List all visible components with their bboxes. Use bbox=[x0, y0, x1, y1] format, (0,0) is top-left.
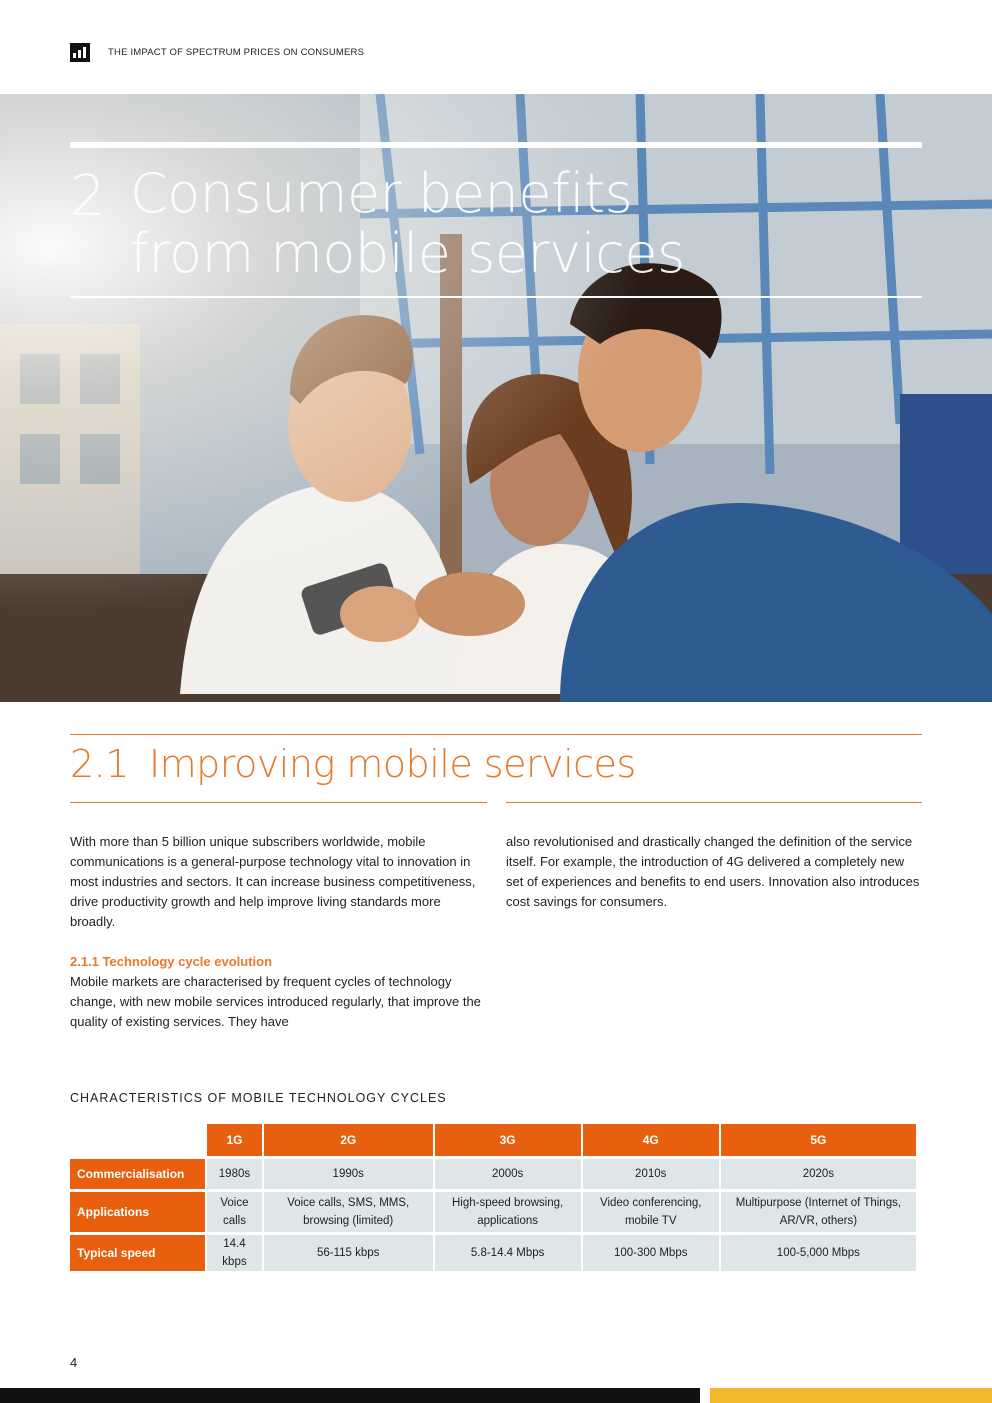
subsection-heading: 2.1.1 Technology cycle evolution bbox=[70, 954, 273, 969]
section-heading bbox=[70, 742, 636, 786]
column-header: 4G bbox=[583, 1124, 719, 1156]
table-cell: 2000s bbox=[435, 1159, 581, 1189]
footer-bar-black bbox=[0, 1388, 700, 1403]
table-cell: 5.8-14.4 Mbps bbox=[435, 1235, 581, 1271]
footer-bar-yellow bbox=[710, 1388, 992, 1403]
column-header: 5G bbox=[721, 1124, 916, 1156]
table-cell: 2020s bbox=[721, 1159, 916, 1189]
column-header: 3G bbox=[435, 1124, 581, 1156]
table-caption: CHARACTERISTICS OF MOBILE TECHNOLOGY CYCLES bbox=[70, 1091, 447, 1105]
page-number: 4 bbox=[70, 1355, 78, 1370]
running-title: THE IMPACT OF SPECTRUM PRICES ON CONSUMERS bbox=[108, 46, 365, 58]
hero-top-rule bbox=[70, 142, 922, 148]
technology-cycles-table bbox=[68, 1121, 918, 1274]
chapter-number: 2 bbox=[70, 164, 106, 229]
paragraph: With more than 5 billion unique subscribers worldwide, mobile communications is a general-purpose technology vital to innovation in most industries and sectors. It can increase business competitiveness, drive productivity growth and help improve living standards more broadly. bbox=[70, 834, 476, 929]
table-corner-cell bbox=[70, 1124, 205, 1156]
page-header bbox=[70, 42, 364, 62]
table-cell: 1990s bbox=[264, 1159, 433, 1189]
table-cell: Voice calls bbox=[207, 1192, 262, 1232]
row-header: Commercialisation bbox=[70, 1159, 205, 1189]
table-cell: 14.4 kbps bbox=[207, 1235, 262, 1271]
hero-bottom-rule bbox=[70, 296, 922, 298]
table-cell: 1980s bbox=[207, 1159, 262, 1189]
section-number: 2.1 bbox=[70, 742, 129, 786]
table-cell: 56-115 kbps bbox=[264, 1235, 433, 1271]
table-cell: Video conferencing, mobile TV bbox=[583, 1192, 719, 1232]
logo-icon bbox=[70, 43, 90, 62]
section-top-rule bbox=[70, 734, 922, 735]
table-cell: Multipurpose (Internet of Things, AR/VR, others) bbox=[721, 1192, 916, 1232]
hero-photo bbox=[0, 94, 992, 702]
body-column-left bbox=[70, 832, 488, 1032]
table-row bbox=[70, 1192, 916, 1232]
table-cell: 100-300 Mbps bbox=[583, 1235, 719, 1271]
column-header: 1G bbox=[207, 1124, 262, 1156]
chapter-title: Consumer benefits from mobile services bbox=[130, 162, 685, 285]
body-column-right bbox=[506, 832, 924, 932]
section-rule-right bbox=[506, 802, 922, 803]
table-row bbox=[70, 1159, 916, 1189]
section-title: Improving mobile services bbox=[148, 742, 636, 786]
table-row bbox=[70, 1235, 916, 1271]
row-header: Applications bbox=[70, 1192, 205, 1232]
table-cell: 2010s bbox=[583, 1159, 719, 1189]
table-cell: Voice calls, SMS, MMS, browsing (limited) bbox=[264, 1192, 433, 1232]
section-rule-left bbox=[70, 802, 487, 803]
table-header-row bbox=[70, 1124, 916, 1156]
table-cell: 100-5,000 Mbps bbox=[721, 1235, 916, 1271]
table-cell: High-speed browsing, applications bbox=[435, 1192, 581, 1232]
column-header: 2G bbox=[264, 1124, 433, 1156]
paragraph: also revolutionised and drastically changed the definition of the service itself. For example, the introduction of 4G delivered a completely new set of experiences and benefits to end users. Innovation also introduces cost savings for consumers. bbox=[506, 834, 920, 909]
row-header: Typical speed bbox=[70, 1235, 205, 1271]
paragraph: Mobile markets are characterised by frequent cycles of technology change, with new mobile services introduced regularly, that improve the quality of existing services. They have bbox=[70, 974, 481, 1029]
